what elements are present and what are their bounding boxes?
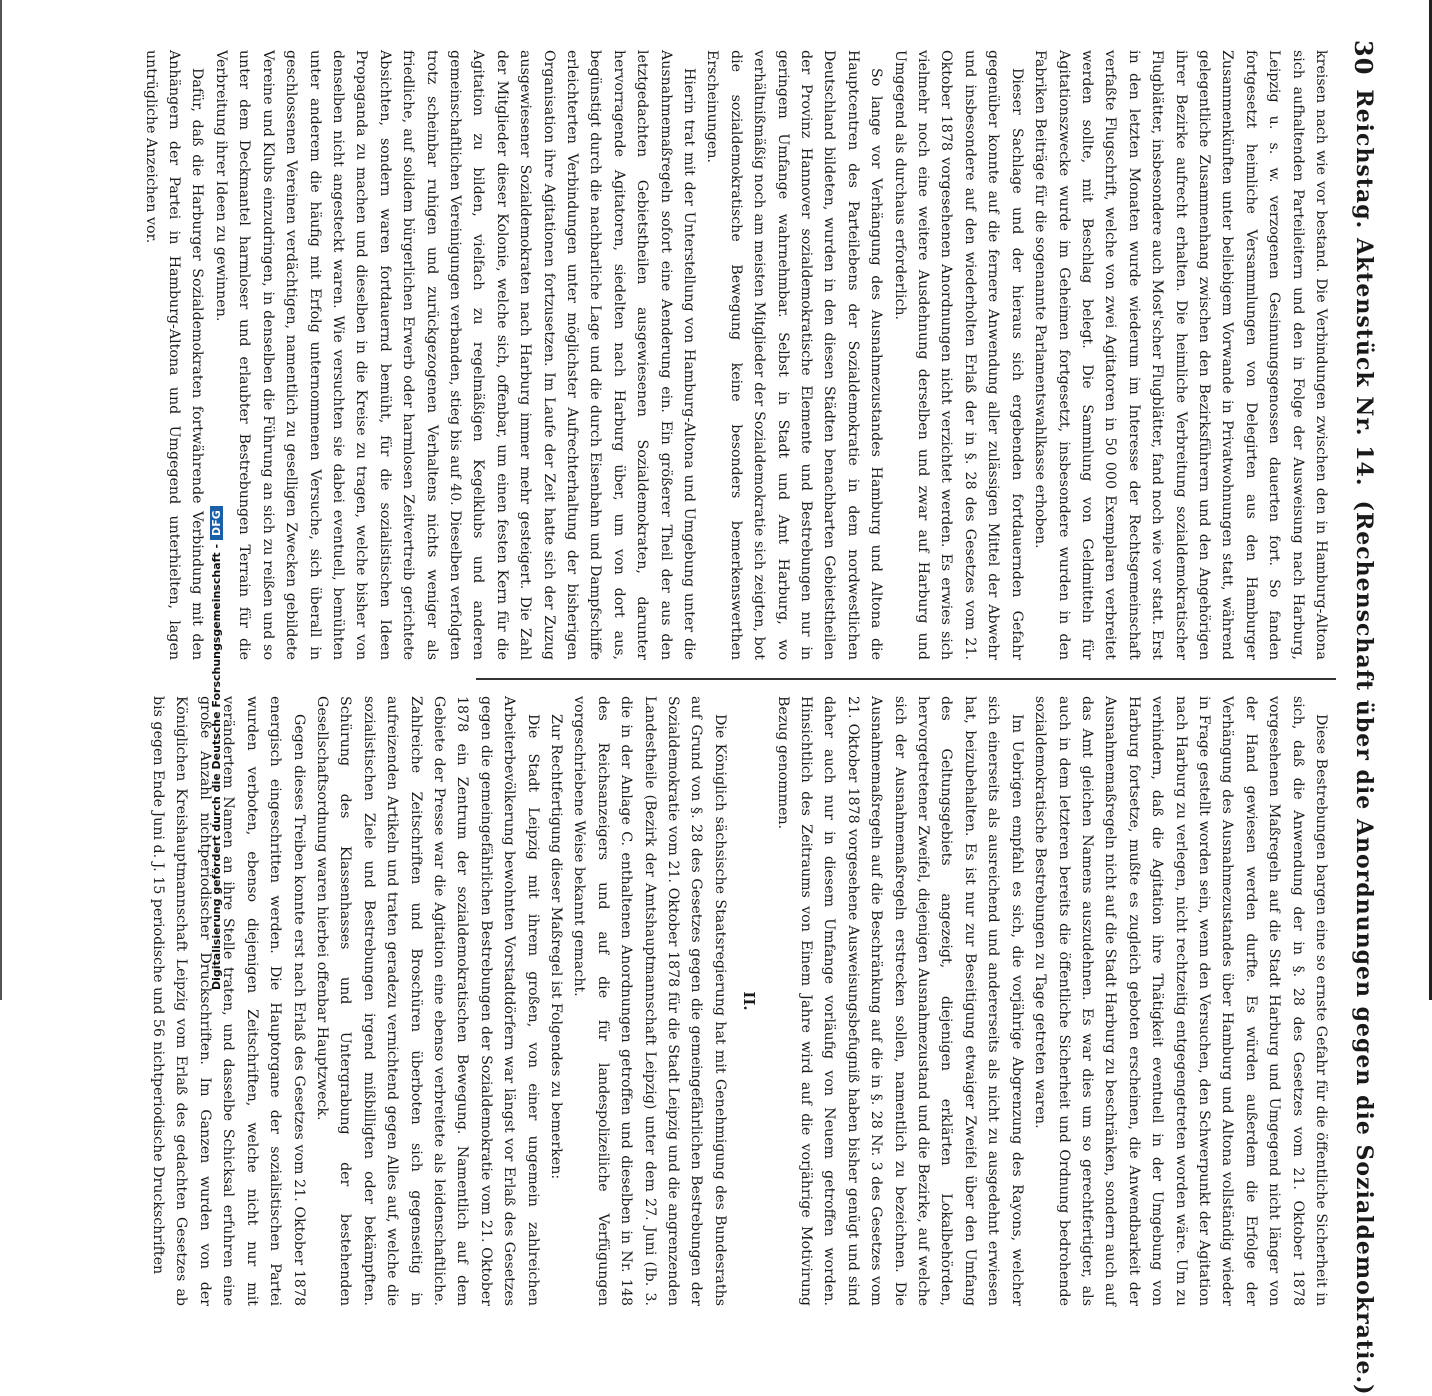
paragraph: Im Uebrigen empfahl es sich, die vorjährige Abgrenzung des Rayons, welcher sich einerseits als ausreichend und andererseits als nicht zu ausgedehnt erwiesen hat, beizubehalten. Es ist nur zur Beseitigung etwaiger Zweifel über den Umfang des Geltungsgebiets angezeigt, diejenigen erklärten Lokalbehörden, hervorgetretener Zweifel, diejenigen Ausnahmezustand und die Bezirke, auf welche sich der Ausnahmemaßregeln erstrecken sollen, namentlich zu bezeichnen. Die Ausnahmemaßregeln auf die Beschränkung auf die in §. 28 Nr. 3 des Gesetzes vom 21. Oktober 1878 vorgesehene Ausweisungsbefugniß haben bisher genügt und sind daher auch nur in diesem Umfange vorläufig von Neuem getroffen worden. Hinsichtlich des Zeitraums von Einem Jahre wird auf die vorjährige Motivirung Bezug genommen.	[774, 696, 1025, 1306]
dfg-logo: DFG	[210, 506, 223, 540]
digitization-credit	[210, 10, 223, 990]
section-heading: II.	[740, 991, 759, 1011]
paragraph: Gegen dieses Treiben konnte erst nach Erlaß des Gesetzes vom 21. Oktober 1878 energisch eingeschritten werden. Die Hauptorgane der sozialistischen Partei wurden verboten, ebenso diejenigen Zeitschriften, welche nicht nur mit verändertem Namen an ihre Stelle traten, und dasselbe Schicksal erfuhren eine große Anzahl nichtperiodischer Druckschriften. Im Ganzen wurden von der Königlichen Kreishauptmannschaft Leipzig vom Erlaß des gedachten Gesetzes ab bis gegen Ende Juni d. J. 15 periodische und 56 nichtperiodische Druckschriften	[150, 696, 307, 1306]
paragraph: Diese Bestrebungen bargen eine so ernste Gefahr für die öffentliche Sicherheit in sich, daß die Anwendung der in §. 28 des Gesetzes vom 21. Oktober 1878 vorgesehenen Maßregeln auf die Stadt Harburg und Umgegend nicht länger von der Hand gewiesen werden durfte. Es würden außerdem die Erfolge der Verhängung des Ausnahmezustandes über Hamburg und Altona vollständig wieder in Frage gestellt worden sein, wenn den Versuchen, den Schwerpunkt der Agitation nach Harburg zu verlegen, nicht rechtzeitig entgegengetreten worden wäre. Um zu verhindern, daß die Agitation ihre Thätigkeit eventuell in der Umgebung von Harburg fortsetze, mußte es zugleich geboten erscheinen, die Anwendbarkeit der Ausnahmemaßregeln nicht auf die Stadt Harburg zu beschränken, sondern auch auf das Amt gleichen Namens auszudehnen. Es war dies um so gerechtfertigter, als auch in dem letzteren bereits die öffentliche Sicherheit und Ordnung bedrohende sozialdemokratische Bestrebungen zu Tage getreten waren.	[1032, 696, 1329, 1306]
credit-text: Digitalisierung gefördert durch die Deutsche Forschungsgemeinschaft -	[210, 543, 223, 990]
paragraph: Dafür, daß die Harburger Sozialdemokraten fortwährende Verbindung mit den Anhängern der Partei in Hamburg-Altona und Umgegend unterhielten, lagen untrügliche Anzeichen vor.	[142, 50, 206, 660]
paragraph: Hierin trat mit der Unterstellung von Hamburg-Altona und Umgebung unter die Ausnahmemaßregeln sofort eine Aenderung ein. Ein größerer Theil der aus den letztgedachten Gebietstheilen ausgewiesenen Sozialdemokraten, darunter hervorragende Agitatoren, siedelten nach Harburg über, um von dort aus, begünstigt durch die nachbarliche Lage und die durch Eisenbahn und Dampfschiffe erleichterten Verbindungen unter möglichster Aufrechterhaltung der bisherigen Organisation ihre Agitationen fortzusetzen. Im Laufe der Zeit hatte sich der Zuzug ausgewiesener Sozialdemokraten nach Harburg immer mehr gesteigert. Die Zahl der Mitglieder dieser Kolonie, welche sich, offenbar, um einen festen Kern für die Agitation zu bilden, vielfach zu regelmäßigen Kegelklubs und anderen gemeinschaftlichen Vereinigungen verbanden, stieg bis auf 40. Dieselben verfolgten trotz scheinbar ruhigen und zurückgezogenen Verhaltens nichts weniger als friedliche, auf solidem bürgerlichen Erwerb oder harmlosen Zeitvertreib gerichtete Absichten, sondern waren fortdauernd bemüht, für die sozialistischen Ideen Propaganda zu machen und dieselben in die Kreise zu tragen, welche bisher von denselben nicht angesteckt waren. Wie versuchten sie dabei eventuell, bemühten unter anderem die häufig mit Erfolg unternommenen Versuche, sich überall in geschlossenen Vereinen verdächtigen, namentlich zu geselligen Zwecken gebildete Vereine und Klubs einzudringen, in denselben die Führung an sich zu reißen und so unter dem Deckmantel harmloser und erlaubter Bestrebungen Terrain für die Verbreitung ihrer Ideen zu gewinnen.	[212, 50, 698, 660]
paragraph: Die Stadt Leipzig mit ihrem großen, von einer ungemein zahlreichen Arbeiterbevölkerung bewohnten Vorstadtdörfern war längst vor Erlaß des Gesetzes gegen die gemeingefährlichen Bestrebungen der Sozialdemokratie vom 21. Oktober 1878 ein Zentrum der sozialdemokratischen Bewegung. Namentlich auf dem Gebiete der Presse war die Agitation eine ebenso verbreitete als leidenschaftliche. Zahlreiche Zeitschriften und Broschüren überboten sich gegenseitig in aufreizenden Artikeln und traten geradezu vernichtend gegen Alles auf, welche die sozialistischen Ziele und Bestrebungen irgend mißbilligten oder bekämpften. Schürung des Klassenhasses und Untergrabung der bestehenden Gesellschaftsordnung waren hierbei offenbar Hauptzweck.	[313, 696, 541, 1306]
scan-edge-line	[0, 0, 2, 1000]
header-left-title: Reichstag. Aktenstück Nr. 14.	[1351, 89, 1377, 487]
paragraph: kreisen nach wie vor bestand. Die Verbindungen zwischen den in Hamburg-Altona sich aufhaltenden Parteileitern und den in Folge der Ausweisung nach Harburg, Leipzig u. s. w. verzogenen Gesinnungsgenossen dauerten fort. So fanden fortgesetzt heimliche Versammlungen von Delegirten aus den Hamburger Zusammenkünften unter beliebigem Vorwande in Privatwohnungen statt, während gelegentliche Zusammenhang zwischen den Bezirksführern und den Angehörigen ihrer Bezirke aufrecht erhalten. Die heimliche Verbreitung sozialdemokratischer Flugblätter, insbesondere auch Most'scher Flugblätter, fand noch wie vor statt. Erst in den letzten Monaten wurde wiederum im Interesse der Rechtsgemeinschaft verfaßte Flugschrift, welche von zwei Agitatoren in 50 000 Exemplaren verbreitet werden sollte, mit Beschlag belegt. Die Sammlung von Geldmitteln für Agitationszwecke wurde im Geheimen fortgesetzt, insbesondere wurden in den Fabriken Beiträge für die sogenannte Parlamentswahlkasse erhoben.	[1032, 50, 1329, 660]
paragraph: Die Königlich sächsische Staatsregierung hat mit Genehmigung des Bundesraths auf Grund von §. 28 des Gesetzes gegen die gemeingefährlichen Bestrebungen der Sozialdemokratie vom 21. Oktober 1878 für die Stadt Leipzig und die angrenzenden Landestheile (Bezirk der Amtshauptmannschaft Leipzig) unter dem 27. Juni (Ib. 3. die in der Anlage C. enthaltenen Anordnungen getroffen und dieselben in Nr. 148 des Reichsanzeigers und auf die für landespolizeiliche Verfügungen vorgeschriebene Weise bekannt gemacht.	[571, 696, 728, 1306]
header-main-title: (Rechenschaft über die Anordnungen gegen die Sozialdemokratie.)	[1351, 500, 1377, 1396]
page-header	[1344, 40, 1384, 1396]
column-divider	[476, 678, 1336, 680]
paragraph: Dieser Sachlage und der hieraus sich ergebenden fortdauernden Gefahr gegenüber konnte auf die fernere Anwendung aller zulässigen Mittel der Abwehr und insbesondere auf den wiederholten Erlaß der in §. 28 des Gesetzes vom 21. Oktober 1878 vorgesehenen Anordnungen nicht verzichtet werden. Es erwies sich vielmehr noch eine weitere Ausdehnung derselben und zwar auf Harburg und Umgegend als durchaus erforderlich.	[891, 50, 1025, 660]
paragraph: So lange vor Verhängung des Ausnahmezustandes Hamburg und Altona die Hauptcentren des Parteilebens der Sozialdemokratie in dem nordwestlichen Deutschland bildeten, wurden in den diesen Städten benachbarten Gebietstheilen der Provinz Hannover sozialdemokratische Elemente und Bestrebungen nur in geringem Umfange wahrnehmbar. Selbst in Stadt und Amt Harburg, wo verhältnißmäßig noch am meisten Mitglieder der Sozialdemokratie sich zeigten, bot die sozialdemokratische Bewegung keine besonders bemerkenswerthen Erscheinungen.	[704, 50, 885, 660]
paragraph: Zur Rechtfertigung dieser Maßregel ist Folgendes zu bemerken:	[548, 714, 564, 1180]
page-number: 30	[1349, 40, 1379, 76]
